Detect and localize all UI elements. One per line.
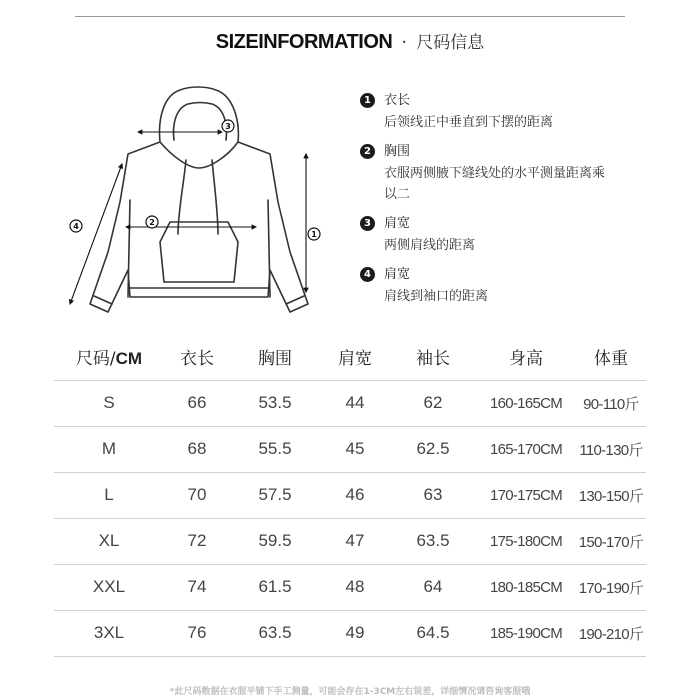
cell-size: XXL	[54, 564, 164, 610]
legend-name: 衣长	[384, 93, 411, 108]
cell-height: 165-170CM	[476, 426, 576, 472]
size-chart-table	[54, 334, 646, 657]
cell-shoulder: 49	[320, 610, 390, 656]
cell-sleeve: 64	[390, 564, 476, 610]
header-length: 衣长	[164, 334, 230, 380]
cell-sleeve: 64.5	[390, 610, 476, 656]
table-row	[54, 426, 646, 472]
legend-number: 2	[360, 144, 375, 159]
cell-length: 76	[164, 610, 230, 656]
cell-shoulder: 45	[320, 426, 390, 472]
cell-shoulder: 44	[320, 380, 390, 426]
cell-height: 170-175CM	[476, 472, 576, 518]
cell-chest: 57.5	[230, 472, 320, 518]
marker-3-label: 3	[225, 122, 231, 131]
cell-weight: 110-130斤	[576, 426, 646, 472]
legend-description: 衣服两侧腋下缝线处的水平测量距离乘以二	[384, 166, 606, 202]
cell-length: 70	[164, 472, 230, 518]
cell-size: M	[54, 426, 164, 472]
marker-1-label: 1	[311, 230, 317, 239]
cell-length: 72	[164, 518, 230, 564]
cell-size: 3XL	[54, 610, 164, 656]
cell-weight: 90-110斤	[576, 380, 646, 426]
cell-weight: 130-150斤	[576, 472, 646, 518]
header-size-label: 尺码/	[75, 349, 116, 370]
header-weight: 体重	[576, 334, 646, 380]
table-row	[54, 472, 646, 518]
left-drawstring	[178, 160, 186, 234]
legend-name: 肩宽	[384, 216, 411, 231]
legend-description: 肩线到袖口的距离	[384, 289, 489, 304]
legend-item-length	[358, 92, 688, 133]
table-row	[54, 518, 646, 564]
cell-height: 180-185CM	[476, 564, 576, 610]
measurement-footnote: *此尺码数据在衣服平铺下手工测量，可能会存在1-3CM左右误差，详细情况请咨询客服哦	[169, 687, 531, 697]
hoodie-diagram	[50, 82, 340, 334]
cell-sleeve: 63	[390, 472, 476, 518]
cell-size: XL	[54, 518, 164, 564]
cell-shoulder: 47	[320, 518, 390, 564]
marker-2-label: 2	[149, 218, 155, 227]
measurement-legend	[358, 92, 688, 317]
header-height: 身高	[476, 334, 576, 380]
cell-weight: 190-210斤	[576, 610, 646, 656]
cell-chest: 59.5	[230, 518, 320, 564]
legend-item-shoulder	[358, 215, 688, 256]
top-divider	[75, 16, 625, 17]
hood-inner	[174, 103, 227, 141]
legend-description: 后领线正中垂直到下摆的距离	[384, 115, 554, 130]
page-title	[0, 28, 700, 54]
measure-line-4	[70, 164, 122, 304]
table-row	[54, 610, 646, 656]
marker-4-label: 4	[73, 222, 79, 231]
cell-size: L	[54, 472, 164, 518]
header-size	[54, 334, 164, 380]
cell-height: 175-180CM	[476, 518, 576, 564]
cell-chest: 61.5	[230, 564, 320, 610]
right-cuff	[286, 296, 304, 304]
table-header-row	[54, 334, 646, 380]
title-separator: ·	[401, 32, 408, 53]
cell-shoulder: 46	[320, 472, 390, 518]
cell-length: 68	[164, 426, 230, 472]
right-drawstring	[212, 160, 218, 234]
cell-height: 185-190CM	[476, 610, 576, 656]
cell-chest: 53.5	[230, 380, 320, 426]
cell-weight: 150-170斤	[576, 518, 646, 564]
cell-height: 160-165CM	[476, 380, 576, 426]
legend-item-chest	[358, 143, 688, 205]
kangaroo-pocket	[160, 222, 238, 282]
cell-size: S	[54, 380, 164, 426]
cell-length: 66	[164, 380, 230, 426]
table-row	[54, 380, 646, 426]
legend-name: 肩宽	[384, 267, 411, 282]
cell-sleeve: 62	[390, 380, 476, 426]
cell-sleeve: 63.5	[390, 518, 476, 564]
left-cuff	[94, 296, 112, 304]
header-size-unit: CM	[115, 349, 143, 369]
header-shoulder: 肩宽	[320, 334, 390, 380]
legend-name: 胸围	[384, 144, 411, 159]
cell-sleeve: 62.5	[390, 426, 476, 472]
legend-item-sleeve	[358, 266, 688, 307]
cell-weight: 170-190斤	[576, 564, 646, 610]
header-chest: 胸围	[230, 334, 320, 380]
legend-number: 4	[360, 267, 375, 282]
cell-chest: 63.5	[230, 610, 320, 656]
legend-number: 3	[360, 216, 375, 231]
title-english: SIZEINFORMATION	[215, 31, 393, 53]
cell-shoulder: 48	[320, 564, 390, 610]
legend-description: 两侧肩线的距离	[384, 238, 476, 253]
cell-length: 74	[164, 564, 230, 610]
cell-chest: 55.5	[230, 426, 320, 472]
header-sleeve: 袖长	[390, 334, 476, 380]
title-chinese: 尺码信息	[416, 33, 485, 53]
table-row	[54, 564, 646, 610]
legend-number: 1	[360, 93, 375, 108]
